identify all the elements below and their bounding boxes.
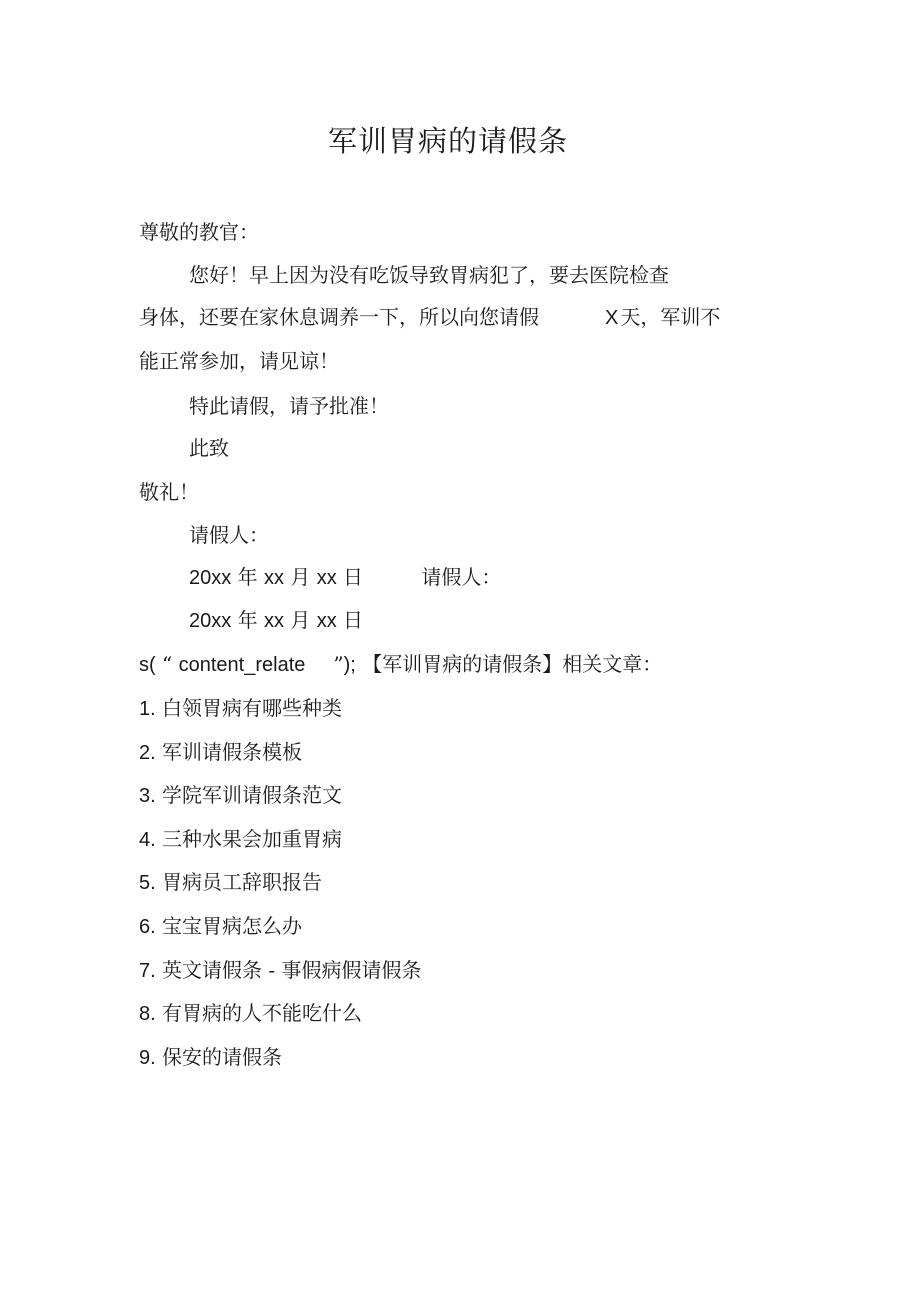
related-article-item[interactable] [139, 740, 422, 784]
related-heading: 【军训胃病的请假条】相关文章： [362, 652, 663, 676]
related-article-number: 3. [139, 785, 156, 808]
related-article-item[interactable] [139, 958, 422, 1002]
leave-days-placeholder: X [605, 307, 619, 329]
body-line-2-part-c: 天，军训不 [620, 305, 721, 329]
related-article-link[interactable]: 宝宝胃病怎么办 [162, 913, 303, 938]
code-fragment-a: s( [139, 654, 156, 676]
document-title: 军训胃病的请假条 [327, 124, 568, 158]
related-article-link[interactable]: 有胃病的人不能吃什么 [162, 1001, 363, 1026]
related-article-number: 7. [139, 959, 156, 982]
date-month: xx [263, 567, 284, 589]
related-article-number: 8. [139, 1003, 156, 1026]
date-month: xx [263, 610, 284, 632]
signature-label-2: 请假人： [421, 565, 502, 589]
related-articles-list [139, 696, 422, 1088]
closing-request: 特此请假，请予批准！ [189, 394, 389, 418]
related-heading-line [139, 652, 662, 677]
related-article-number: 1. [139, 698, 156, 720]
signature-date-line-2 [189, 608, 363, 633]
related-article-link[interactable]: 保安的请假条 [162, 1044, 283, 1069]
body-line-1: 您好！早上因为没有吃饭导致胃病犯了，要去医院检查 [189, 263, 669, 287]
related-article-number: 9. [139, 1046, 156, 1069]
related-article-item[interactable] [139, 870, 422, 914]
signature-label: 请假人： [189, 523, 269, 547]
related-article-item[interactable] [139, 783, 422, 827]
related-article-link[interactable]: 英文请假条 - 事假病假请假条 [162, 957, 422, 982]
date-year: 20xx [189, 610, 232, 632]
related-article-item[interactable] [139, 696, 422, 740]
day-char: 日 [343, 608, 364, 632]
date-day: xx [316, 567, 337, 589]
related-article-link[interactable]: 三种水果会加重胃病 [162, 826, 343, 851]
code-quote-open: “ [162, 652, 173, 676]
date-year: 20xx [189, 567, 232, 589]
related-article-item[interactable] [139, 827, 422, 871]
related-article-link[interactable]: 军训请假条模板 [162, 739, 303, 764]
related-article-link[interactable]: 白领胃病有哪些种类 [162, 696, 343, 720]
month-char: 月 [290, 565, 311, 589]
day-char: 日 [343, 565, 364, 589]
related-article-item[interactable] [139, 1045, 422, 1089]
signature-date-line-1 [189, 565, 501, 590]
closing-cizhi: 此致 [189, 436, 229, 460]
body-line-3: 能正常参加，请见谅！ [139, 349, 339, 373]
month-char: 月 [290, 608, 311, 632]
body-line-2-part-a: 身体，还要在家休息调养一下，所以向您请假 [139, 305, 539, 329]
code-fragment-b: content_relate [178, 654, 306, 676]
related-article-item[interactable] [139, 1001, 422, 1045]
year-char: 年 [237, 565, 258, 589]
closing-jingli: 敬礼！ [139, 480, 199, 504]
code-quote-close: ” [333, 652, 344, 676]
related-article-number: 4. [139, 828, 156, 851]
body-line-2 [139, 305, 720, 330]
related-article-item[interactable] [139, 914, 422, 958]
year-char: 年 [237, 608, 258, 632]
related-article-number: 6. [139, 915, 156, 938]
related-article-link[interactable]: 胃病员工辞职报告 [162, 870, 323, 895]
related-article-link[interactable]: 学院军训请假条范文 [162, 783, 343, 808]
related-article-number: 5. [139, 872, 156, 895]
salutation: 尊敬的教官： [139, 220, 259, 244]
related-article-number: 2. [139, 741, 156, 764]
code-fragment-c: ); [343, 654, 356, 676]
date-day: xx [316, 610, 337, 632]
